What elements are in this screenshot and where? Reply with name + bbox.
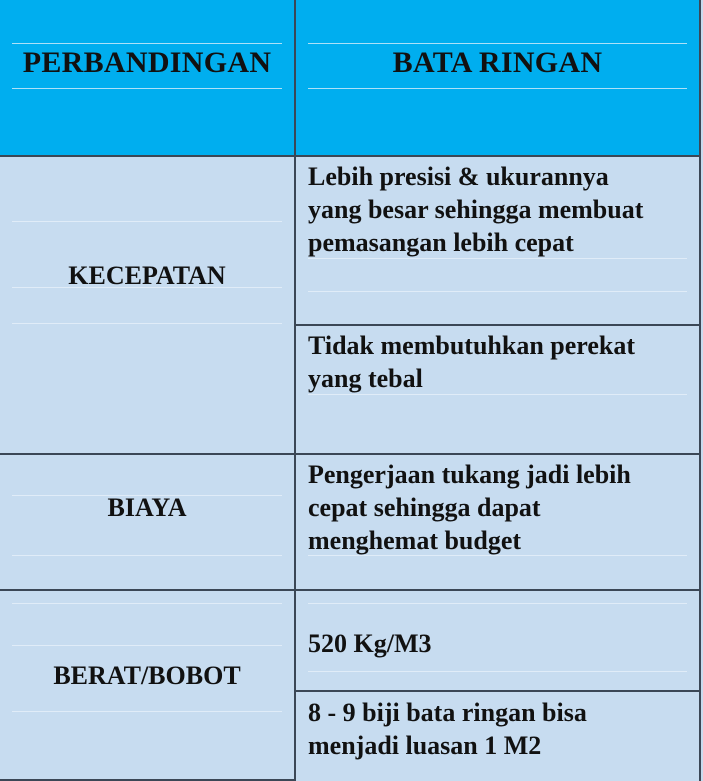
biaya-item-1 (296, 455, 701, 591)
kecepatan-item-2 (296, 326, 701, 455)
kecepatan-label: KECEPATAN (68, 261, 226, 290)
biaya-label: BIAYA (107, 493, 187, 522)
kecepatan-item-1 (296, 157, 701, 326)
header-cell-comparison (0, 0, 296, 157)
berat-bobot-label: BERAT/BOBOT (53, 661, 241, 690)
row-label-berat-bobot (0, 591, 296, 781)
kecepatan-item-1-text: Lebih presisi & ukurannya yang besar sehingga membuat pemasangan lebih cepat (308, 162, 644, 257)
header-cell-bata-ringan (296, 0, 701, 157)
header-comparison-label: PERBANDINGAN (22, 46, 272, 79)
berat-bobot-item-1-text: 520 Kg/M3 (308, 629, 432, 658)
row-label-kecepatan (0, 157, 296, 455)
kecepatan-item-2-text: Tidak membutuhkan perekat yang tebal (308, 331, 636, 393)
header-bata-ringan-label: BATA RINGAN (392, 46, 603, 79)
berat-bobot-item-2 (296, 692, 701, 781)
berat-bobot-item-2-text: 8 - 9 biji bata ringan bisa menjadi luasan 1 M2 (308, 698, 587, 760)
biaya-item-1-text: Pengerjaan tukang jadi lebih cepat sehingga dapat menghemat budget (308, 460, 631, 555)
row-label-biaya (0, 455, 296, 591)
berat-bobot-item-1 (296, 591, 701, 692)
